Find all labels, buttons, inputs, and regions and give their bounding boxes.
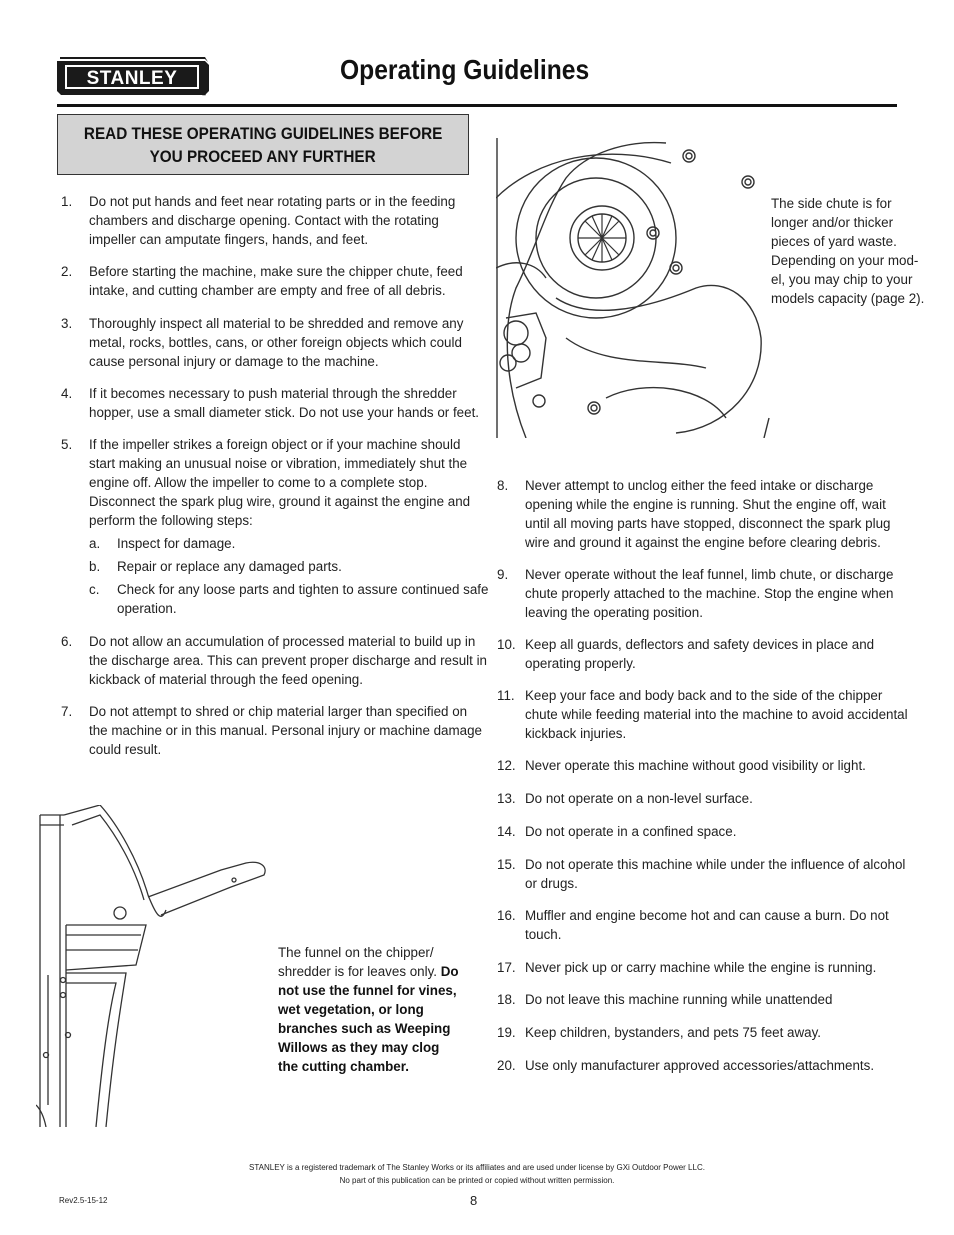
warning-line-2: YOU PROCEED ANY FURTHER <box>149 146 377 166</box>
item-text: Do not put hands and feet near rotating parts or in the feeding chambers and discharge opening. Contact with the rotating impeller can amputate fingers, hands, and feet. <box>89 194 456 247</box>
logo-wordmark: STANLEY <box>86 68 178 89</box>
item-number: 9. <box>497 567 509 582</box>
trademark-notice: STANLEY is a registered trademark of The Stanley Works or its affiliates and are used under license by GXi Outdoor Power LLC. <box>249 1163 705 1172</box>
item-text: Never operate without the leaf funnel, limb chute, or discharge chute properly attached to the machine. Stop the engine when leaving the operating position. <box>525 567 894 620</box>
svg-text:®: ® <box>201 92 207 97</box>
item-number: 20. <box>497 1058 516 1073</box>
item-text: Do not leave this machine running while unattended <box>525 992 833 1007</box>
item-text: Never operate this machine without good visibility or light. <box>525 758 866 773</box>
item-text: Never attempt to unclog either the feed intake or discharge opening while the engine is running. Shut the engine off, wait until all moving parts have stopped, disconnect the spark plug wire and ground it against the engine before clearing debris. <box>525 478 891 550</box>
item-number: 11. <box>497 688 515 703</box>
leaf-funnel-illustration <box>36 805 272 1127</box>
side-chute-illustration <box>496 138 771 438</box>
item-number: 4. <box>61 386 73 401</box>
item-number: 12. <box>497 758 516 773</box>
item-number: 5. <box>61 437 73 452</box>
item-number: 1. <box>61 194 73 209</box>
item-text: Do not operate on a non-level surface. <box>525 791 753 806</box>
item-text: If the impeller strikes a foreign object or if your machine should start making an unusual noise or vibration, immediately shut the engine off. Allow the impeller to come to a complete stop. Disconnect the spark plug wire, ground it against the engine and perform the following steps: <box>89 437 471 528</box>
item-number: 16. <box>497 908 516 923</box>
item-text: Keep all guards, deflectors and safety devices in place and operating properly. <box>525 637 875 671</box>
item-text: Never pick up or carry machine while the engine is running. <box>525 960 877 975</box>
funnel-caption: The funnel on the chipper/ shredder is for leaves only. Do not use the funnel for vines, wet vegetation, or long branches such as Weeping Willows as they may clog the cutting chamber. <box>278 945 459 1074</box>
stanley-logo <box>57 57 209 97</box>
item-number: 19. <box>497 1025 516 1040</box>
item-text: Check for any loose parts and tighten to assure continued safe operation. <box>117 582 489 616</box>
item-number: 17. <box>497 960 516 975</box>
item-number: 18. <box>497 992 516 1007</box>
item-number: c. <box>89 582 100 597</box>
item-text: Thoroughly inspect all material to be shredded and remove any metal, rocks, bottles, cans, or other foreign objects which could cause personal injury or damage to the machine. <box>89 316 464 369</box>
item-number: 14. <box>497 824 516 839</box>
item-text: Do not allow an accumulation of processed material to build up in the discharge area. This can prevent proper discharge and result in kickback of material through the feed opening. <box>89 634 487 687</box>
header-rule <box>57 104 897 107</box>
copyright-notice: No part of this publication can be printed or copied without written permission. <box>339 1176 615 1185</box>
item-number: 15. <box>497 857 516 872</box>
item-number: 3. <box>61 316 73 331</box>
item-text: Before starting the machine, make sure the chipper chute, feed intake, and cutting chamber are empty and free of all debris. <box>89 264 463 298</box>
item-text: Keep your face and body back and to the side of the chipper chute while feeding material into the machine to avoid accidental kickback injuries. <box>525 688 908 741</box>
item-number: a. <box>89 536 101 551</box>
item-text: Do not operate in a confined space. <box>525 824 737 839</box>
item-number: 10. <box>497 637 516 652</box>
item-number: 6. <box>61 634 73 649</box>
item-number: 8. <box>497 478 509 493</box>
item-number: b. <box>89 559 101 574</box>
warning-line-1: READ THESE OPERATING GUIDELINES BEFORE <box>83 123 443 143</box>
warning-box <box>57 114 469 175</box>
revision-label: Rev2.5-15-12 <box>59 1196 108 1205</box>
item-text: If it becomes necessary to push material through the shredder hopper, use a small diameter stick. Do not use your hands or feet. <box>89 386 480 420</box>
item-text: Do not attempt to shred or chip material larger than specified on the machine or in this manual. Personal injury or machine damage could result. <box>89 704 482 757</box>
item-text: Keep children, bystanders, and pets 75 feet away. <box>525 1025 822 1040</box>
page-title: Operating Guidelines <box>340 54 590 85</box>
item-number: 7. <box>61 704 73 719</box>
page-number: 8 <box>470 1193 478 1208</box>
item-text: Do not operate this machine while under the influence of alcohol or drugs. <box>525 857 906 891</box>
item-number: 13. <box>497 791 516 806</box>
item-number: 2. <box>61 264 73 279</box>
item-text: Inspect for damage. <box>117 536 236 551</box>
item-text: Repair or replace any damaged parts. <box>117 559 342 574</box>
side-chute-caption: The side chute is for longer and/or thicker pieces of yard waste. Depending on your mod- el, you may chip to your models capacity (page 2). <box>771 196 925 306</box>
item-text: Muffler and engine become hot and can cause a burn. Do not touch. <box>525 908 889 942</box>
item-text: Use only manufacturer approved accessories/attachments. <box>525 1058 875 1073</box>
